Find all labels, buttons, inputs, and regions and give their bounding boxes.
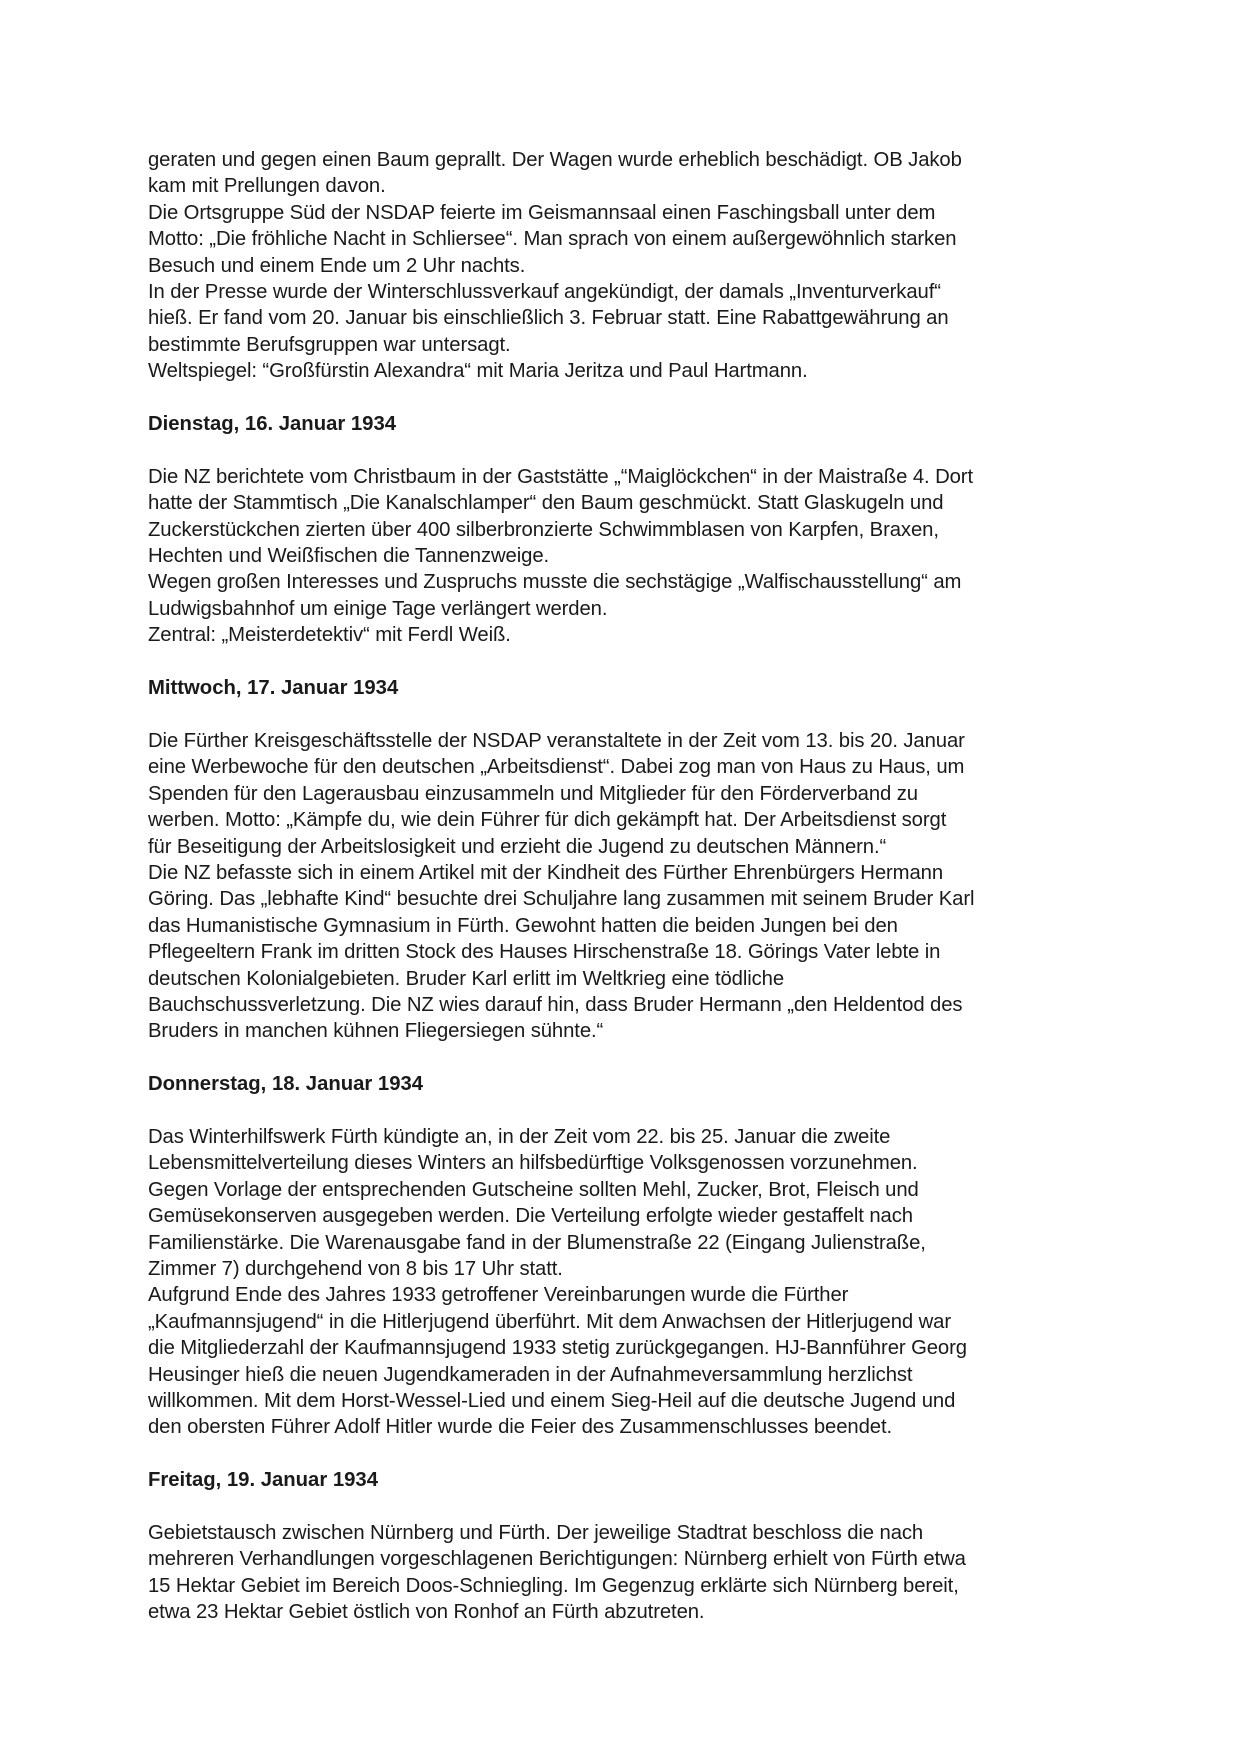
text-line: Pflegeeltern Frank im dritten Stock des Hauses Hirschenstraße 18. Görings Vater lebte in (148, 941, 941, 964)
spacer (148, 1098, 1098, 1124)
text-line: Göring. Das „lebhafte Kind“ besuchte drei Schuljahre lang zusammen mit seinem Bruder Karl (148, 888, 975, 911)
spacer (148, 701, 1098, 727)
text-line: Motto: „Die fröhliche Nacht in Schliersee“. Man sprach von einem außergewöhnlich starken (148, 228, 957, 251)
text-line: Ludwigsbahnhof um einige Tage verlängert werden. (148, 597, 608, 620)
spacer (148, 649, 1098, 675)
text-line: werben. Motto: „Kämpfe du, wie dein Führer für dich gekämpft hat. Der Arbeitsdienst sorgt (148, 809, 947, 832)
text-line: In der Presse wurde der Winterschlussverkauf angekündigt, der damals „Inventurverkauf“ (148, 281, 941, 304)
text-line: Gemüsekonserven ausgegeben werden. Die Verteilung erfolgte wieder gestaffelt nach (148, 1205, 913, 1228)
text-line: hieß. Er fand vom 20. Januar bis einschließlich 3. Februar statt. Eine Rabattgewährung an (148, 307, 949, 330)
text-line: für Beseitigung der Arbeitslosigkeit und erzieht die Jugend zu deutschen Männern.“ (148, 835, 887, 858)
text-line: Besuch und einem Ende um 2 Uhr nachts. (148, 254, 526, 277)
spacer (148, 385, 1098, 411)
section-heading-freitag: Freitag, 19. Januar 1934 (148, 1469, 378, 1492)
section-body-freitag (148, 1520, 1098, 1626)
text-line: Gebietstausch zwischen Nürnberg und Fürth. Der jeweilige Stadtrat beschloss die nach (148, 1522, 924, 1544)
text-line: mehreren Verhandlungen vorgeschlagenen Berichtigungen: Nürnberg erhielt von Fürth etwa (148, 1548, 966, 1571)
text-line: Zentral: „Meisterdetektiv“ mit Ferdl Weiß. (148, 624, 511, 647)
document-page (148, 147, 1098, 1626)
text-line: hatte der Stammtisch „Die Kanalschlamper“ den Baum geschmückt. Statt Glaskugeln und (148, 492, 944, 515)
spacer (148, 437, 1098, 463)
text-line: bestimmte Berufsgruppen war untersagt. (148, 333, 511, 356)
text-line: „Kaufmannsjugend“ in die Hitlerjugend überführt. Mit dem Anwachsen der Hitlerjugend war (148, 1310, 951, 1333)
text-line: Spenden für den Lagerausbau einzusammeln und Mitglieder für den Förderverband zu (148, 782, 918, 805)
text-line: Die Ortsgruppe Süd der NSDAP feierte im Geismannsaal einen Faschingsball unter dem (148, 201, 936, 224)
text-line: etwa 23 Hektar Gebiet östlich von Ronhof an Fürth abzutreten. (148, 1601, 705, 1624)
intro-paragraph (148, 147, 1098, 385)
text-line: Bauchschussverletzung. Die NZ wies darauf hin, dass Bruder Hermann „den Heldentod des (148, 993, 963, 1016)
spacer (148, 1441, 1098, 1467)
section-body-mittwoch (148, 728, 1098, 1045)
text-line: eine Werbewoche für den deutschen „Arbeitsdienst“. Dabei zog man von Haus zu Haus, um (148, 756, 965, 779)
text-line: Familienstärke. Die Warenausgabe fand in der Blumenstraße 22 (Eingang Julienstraße, (148, 1231, 926, 1254)
section-heading-dienstag: Dienstag, 16. Januar 1934 (148, 413, 397, 436)
section-body-dienstag (148, 464, 1098, 649)
text-line: Bruders in manchen kühnen Fliegersiegen sühnte.“ (148, 1020, 604, 1043)
text-line: deutschen Kolonialgebieten. Bruder Karl erlitt im Weltkrieg eine tödliche (148, 967, 785, 990)
text-line: Zuckerstückchen zierten über 400 silberbronzierte Schwimmblasen von Karpfen, Braxen, (148, 518, 939, 541)
spacer (148, 1045, 1098, 1071)
text-line: den obersten Führer Adolf Hitler wurde die Feier des Zusammenschlusses beendet. (148, 1416, 893, 1439)
text-line: Das Winterhilfswerk Fürth kündigte an, in der Zeit vom 22. bis 25. Januar die zweite (148, 1125, 891, 1148)
text-line: Hechten und Weißfischen die Tannenzweige. (148, 545, 550, 568)
text-line: das Humanistische Gymnasium in Fürth. Gewohnt hatten die beiden Jungen bei den (148, 914, 898, 937)
text-line: 15 Hektar Gebiet im Bereich Doos-Schniegling. Im Gegenzug erklärte sich Nürnberg bereit, (148, 1574, 959, 1597)
text-line: kam mit Prellungen davon. (148, 175, 386, 198)
text-line: Gegen Vorlage der entsprechenden Gutscheine sollten Mehl, Zucker, Brot, Fleisch und (148, 1178, 919, 1201)
text-line: Wegen großen Interesses und Zuspruchs musste die sechstägige „Walfischausstellung“ am (148, 571, 962, 594)
text-line: Weltspiegel: “Großfürstin Alexandra“ mit Maria Jeritza und Paul Hartmann. (148, 360, 808, 383)
text-line: die Mitgliederzahl der Kaufmannsjugend 1933 stetig zurückgegangen. HJ-Bannführer Georg (148, 1337, 967, 1360)
spacer (148, 1494, 1098, 1520)
text-line: Aufgrund Ende des Jahres 1933 getroffener Vereinbarungen wurde die Fürther (148, 1284, 849, 1307)
section-body-donnerstag (148, 1124, 1098, 1441)
text-line: Zimmer 7) durchgehend von 8 bis 17 Uhr statt. (148, 1257, 563, 1280)
text-line: Die NZ befasste sich in einem Artikel mit der Kindheit des Fürther Ehrenbürgers Hermann (148, 861, 944, 884)
text-line: Heusinger hieß die neuen Jugendkameraden in der Aufnahmeversammlung herzlichst (148, 1363, 913, 1386)
section-heading-donnerstag: Donnerstag, 18. Januar 1934 (148, 1073, 424, 1096)
text-line: Die NZ berichtete vom Christbaum in der Gaststätte „“Maiglöckchen“ in der Maistraße 4. Dort (148, 465, 973, 488)
text-line: willkommen. Mit dem Horst-Wessel-Lied und einem Sieg-Heil auf die deutsche Jugend und (148, 1390, 956, 1412)
text-line: Die Fürther Kreisgeschäftsstelle der NSDAP veranstaltete in der Zeit vom 13. bis 20. Januar (148, 729, 965, 752)
text-line: Lebensmittelverteilung dieses Winters an hilfsbedürftige Volksgenossen vorzunehmen. (148, 1152, 918, 1175)
text-line: geraten und gegen einen Baum geprallt. Der Wagen wurde erheblich beschädigt. OB Jakob (148, 149, 962, 171)
section-heading-mittwoch: Mittwoch, 17. Januar 1934 (148, 677, 399, 700)
